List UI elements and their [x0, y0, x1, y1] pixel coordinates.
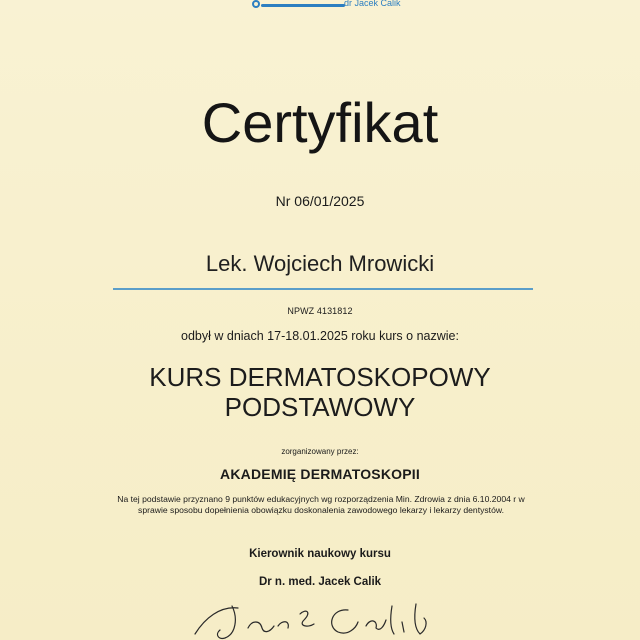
points-statement: [96, 494, 546, 516]
course-title-line-2: PODSTAWOWY: [224, 392, 416, 422]
points-statement-line-1: Na tej podstawie przyznano 9 punktów edukacyjnych wg rozporządzenia Min. Zdrowia z dnia 6.10.2004 r w: [117, 494, 525, 504]
logo-line: [261, 4, 345, 7]
logo-circle-icon: [252, 0, 260, 8]
npwz-number: NPWZ 4131812: [287, 306, 353, 316]
certificate-number: Nr 06/01/2025: [275, 193, 365, 209]
supervisor-name: Dr n. med. Jacek Calik: [258, 576, 382, 588]
attended-text: odbył w dniach 17-18.01.2025 roku kurs o nazwie:: [181, 329, 459, 343]
points-statement-line-2: sprawie sposobu dopełnienia obowiązku doskonalenia zawodowego lekarzy i lekarzy dentystów.: [138, 505, 504, 515]
logo-subtitle: dr Jacek Calik: [344, 0, 401, 8]
logo: [250, 0, 450, 16]
organized-by-label: zorganizowany przez:: [281, 447, 359, 456]
course-title-line-1: KURS DERMATOSKOPOWY: [149, 362, 491, 392]
course-title: [0, 362, 640, 422]
handwritten-signature: [180, 596, 460, 640]
supervisor-label: Kierownik naukowy kursu: [249, 548, 391, 560]
name-underline: [113, 288, 533, 290]
recipient-name: Lek. Wojciech Mrowicki: [205, 251, 435, 276]
organizer-name: AKADEMIĘ DERMATOSKOPII: [220, 466, 420, 482]
certificate-title: Certyfikat: [201, 91, 439, 154]
